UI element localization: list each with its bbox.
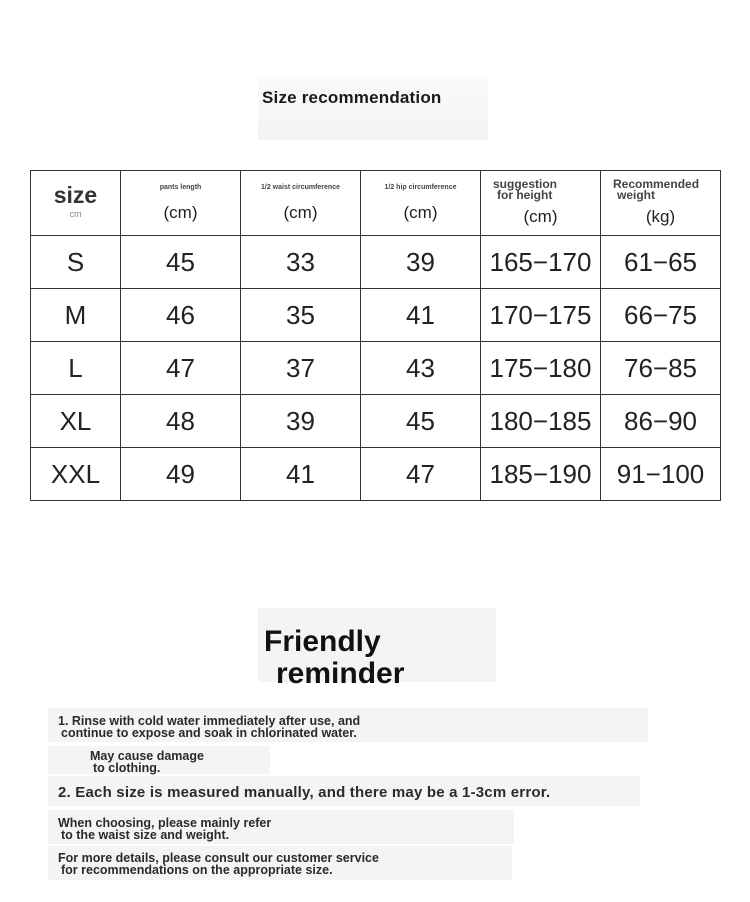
header-unit: (cm) <box>403 202 438 222</box>
header-unit: (cm) <box>283 202 318 222</box>
pants-length-cell: 48 <box>121 395 241 448</box>
reminder-title-line1: Friendly <box>264 625 381 658</box>
waist-cell: 39 <box>241 395 361 448</box>
table-row <box>31 448 721 501</box>
header-label: pants length <box>159 183 202 191</box>
hip-cell: 47 <box>361 448 481 501</box>
weight-cell: 91−100 <box>601 448 721 501</box>
weight-cell: 61−65 <box>601 236 721 289</box>
title-background <box>258 76 488 140</box>
pants-length-cell: 49 <box>121 448 241 501</box>
header-unit: (kg) <box>645 207 676 226</box>
height-cell: 175−180 <box>481 342 601 395</box>
waist-cell: 37 <box>241 342 361 395</box>
size-cell: L <box>31 342 121 395</box>
size-cell: M <box>31 289 121 342</box>
reminder-title-line2: reminder <box>276 657 405 690</box>
note-details: For more details, please consult our customer service for recommendations on the appropriate size. <box>58 851 379 877</box>
header-size <box>31 171 121 236</box>
header-waist <box>241 171 361 236</box>
header-label: 1/2 hip circumference <box>384 183 457 191</box>
weight-cell: 76−85 <box>601 342 721 395</box>
header-label: Recommended weight <box>613 177 700 202</box>
header-pants-length <box>121 171 241 236</box>
note-choosing: When choosing, please mainly refer to the waist size and weight. <box>58 816 272 842</box>
height-cell: 180−185 <box>481 395 601 448</box>
size-header-unit: cm <box>69 208 82 219</box>
page-title: Size recommendation <box>262 88 442 107</box>
header-height <box>481 171 601 236</box>
note-damage: May cause damage to clothing. <box>90 749 204 775</box>
header-weight <box>601 171 721 236</box>
header-hip <box>361 171 481 236</box>
header-unit: (cm) <box>163 202 198 222</box>
reminder-title <box>264 626 404 690</box>
hip-cell: 43 <box>361 342 481 395</box>
hip-cell: 41 <box>361 289 481 342</box>
header-unit: (cm) <box>523 207 558 226</box>
table-row <box>31 289 721 342</box>
table-header-row <box>31 171 721 236</box>
size-cell: XL <box>31 395 121 448</box>
size-table <box>30 170 721 501</box>
pants-length-cell: 45 <box>121 236 241 289</box>
hip-cell: 39 <box>361 236 481 289</box>
waist-cell: 41 <box>241 448 361 501</box>
size-cell: XXL <box>31 448 121 501</box>
table-row <box>31 395 721 448</box>
header-label: suggestion for height <box>493 177 558 202</box>
note-rinse: 1. Rinse with cold water immediately after use, and continue to expose and soak in chlorinated water. <box>58 714 361 740</box>
pants-length-cell: 46 <box>121 289 241 342</box>
weight-cell: 86−90 <box>601 395 721 448</box>
height-cell: 185−190 <box>481 448 601 501</box>
table-row <box>31 236 721 289</box>
note-measurement: 2. Each size is measured manually, and there may be a 1-3cm error. <box>58 784 551 801</box>
height-cell: 165−170 <box>481 236 601 289</box>
waist-cell: 35 <box>241 289 361 342</box>
height-cell: 170−175 <box>481 289 601 342</box>
header-label: 1/2 waist circumference <box>261 183 340 191</box>
pants-length-cell: 47 <box>121 342 241 395</box>
size-header-label: size <box>53 181 98 208</box>
waist-cell: 33 <box>241 236 361 289</box>
table-row <box>31 342 721 395</box>
weight-cell: 66−75 <box>601 289 721 342</box>
size-cell: S <box>31 236 121 289</box>
hip-cell: 45 <box>361 395 481 448</box>
